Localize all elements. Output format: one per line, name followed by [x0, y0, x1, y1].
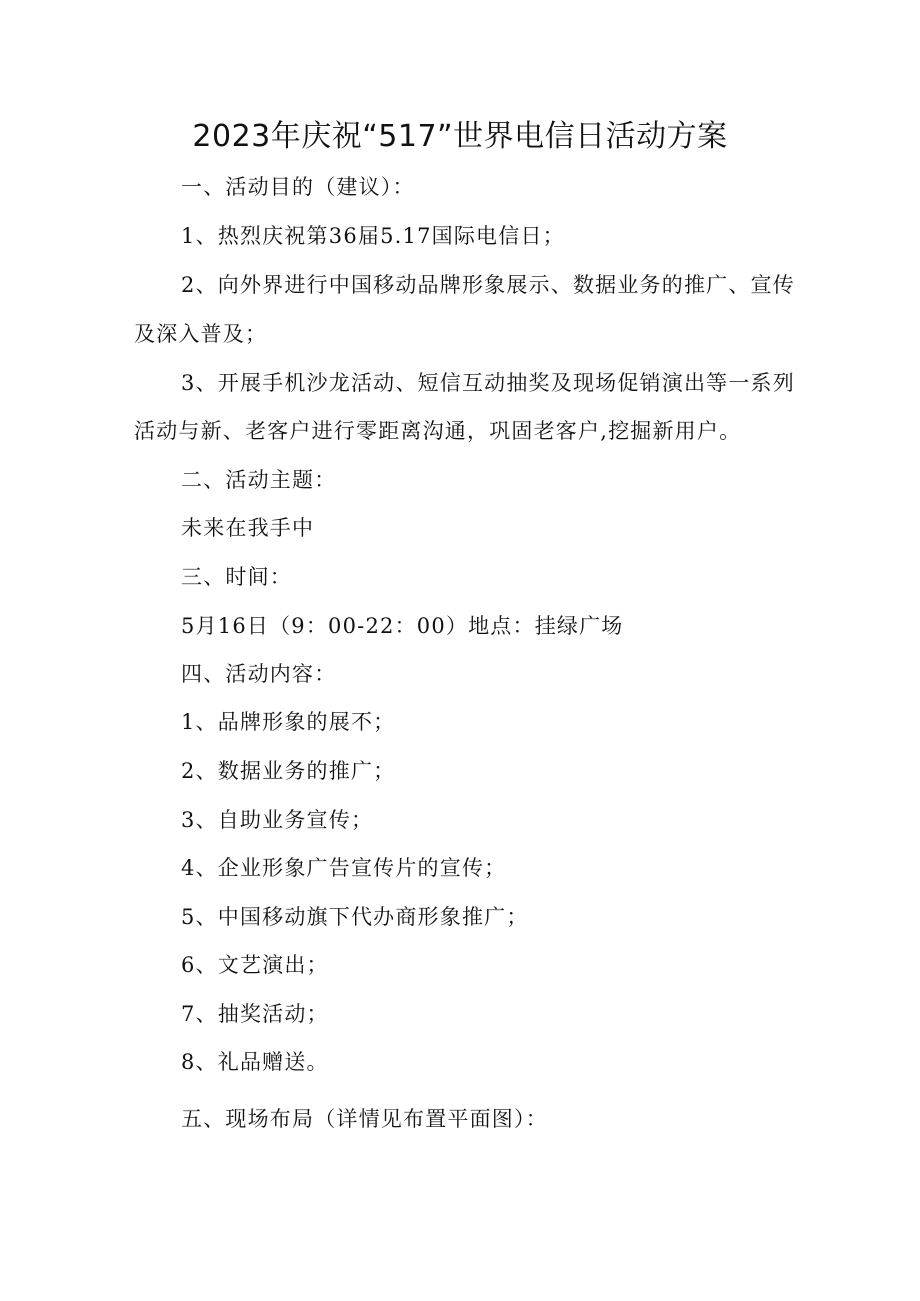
section-heading-content: 四、活动内容：: [181, 662, 337, 686]
section-heading-theme: 二、活动主题：: [181, 468, 337, 492]
purpose-item-2-line-1: 2、向外界进行中国移动品牌形象展示、数据业务的推广、宣传: [181, 273, 795, 297]
time-and-location: 5月16日（9：00-22：00）地点：挂绿广场: [181, 614, 624, 638]
purpose-item-3-line-1: 3、开展手机沙龙活动、短信互动抽奖及现场促销演出等一系列: [181, 371, 795, 395]
purpose-item-1: 1、热烈庆祝第36届5.17国际电信日；: [181, 224, 565, 248]
content-item-8: 8、礼品赠送。: [181, 1050, 329, 1074]
purpose-item-2-line-2: 及深入普及；: [134, 322, 268, 346]
section-heading-layout: 五、现场布局（详情见布置平面图）：: [181, 1107, 548, 1131]
content-item-4: 4、企业形象广告宣传片的宣传；: [181, 856, 507, 880]
content-item-1: 1、品牌形象的展不；: [181, 710, 396, 734]
document-title: 2023年庆祝“517”世界电信日活动方案: [192, 119, 728, 154]
content-item-6: 6、文艺演出；: [181, 953, 329, 977]
content-item-2: 2、数据业务的推广；: [181, 759, 396, 783]
content-item-7: 7、抽奖活动；: [181, 1002, 329, 1026]
content-item-5: 5、中国移动旗下代办商形象推广；: [181, 905, 529, 929]
section-heading-purpose: 一、活动目的（建议）：: [181, 175, 415, 199]
activity-theme: 未来在我手中: [181, 516, 315, 540]
section-heading-time: 三、时间：: [181, 565, 292, 589]
purpose-item-3-line-2: 活动与新、老客户进行零距离沟通，巩固老客户,挖掘新用户。: [134, 419, 742, 443]
content-item-3: 3、自助业务宣传；: [181, 808, 374, 832]
